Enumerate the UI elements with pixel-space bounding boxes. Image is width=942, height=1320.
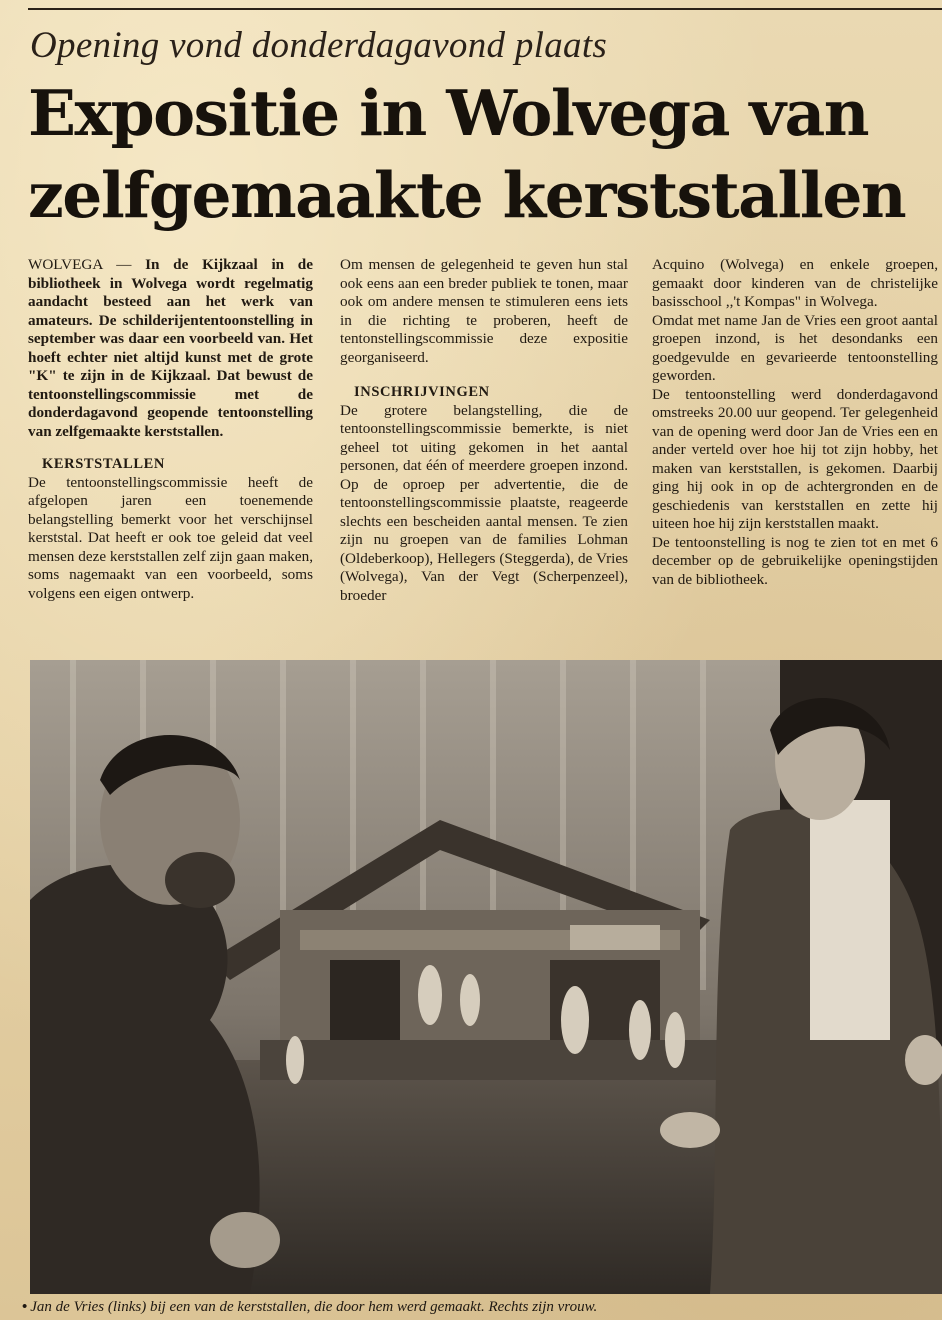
body-paragraph: De tentoonstellingscommissie heeft de afgelopen jaren een toenemende belangstelling bemerkt voor het verschijnsel kerststal. Dat heeft er ook toe geleid dat veel mensen deze kerststallen zelf zijn gaan maken, soms nagemaakt van een voorbeeld, soms volgens een eigen ontwerp. <box>28 473 313 602</box>
body-paragraph: Acquino (Wolvega) en enkele groepen, gemaakt door kinderen van de christelijke basisschool ,,'t Kompas" in Wolvega. <box>652 256 938 310</box>
kicker: Opening vond donderdagavond plaats <box>30 25 608 66</box>
caption-text: Jan de Vries (links) bij een van de kerststallen, die door hem werd gemaakt. Rechts zijn vrouw. <box>30 1299 598 1315</box>
news-photo <box>30 660 942 1294</box>
bullet-icon: • <box>22 1299 28 1315</box>
lead-paragraph <box>28 256 313 441</box>
body-paragraph: Om mensen de gelegenheid te geven hun stal ook eens aan een breder publiek te tonen, maar ook om andere mensen te stimuleren eens iets in die richting te proberen, heeft de tentonstellingscommissie deze expositie georganiseerd. <box>340 256 628 366</box>
column-3 <box>652 256 938 589</box>
lead-bold-text: In de Kijkzaal in de bibliotheek in Wolvega wordt regelmatig aandacht besteed aan het werk van amateurs. De schilderijententoonstelling in september was daar een voorbeeld van. Het hoeft echter niet altijd kunst met de grote "K" te zijn in de Kijkzaal. Dat bewust de tentoonstellingscommissie met de donderdagavond geopende tentoonstelling van zelfgemaakte kerststallen. <box>28 256 313 440</box>
photo-illustration <box>30 660 942 1294</box>
body-paragraph: De grotere belangstelling, die de tentoonstellingscommissie bemerkte, is niet geheel tot uiting gekomen in het aantal personen, dat één of meerdere groepen inzond. Op de oproep per advertentie, die de tentoonstellingscommissie plaatste, reageerde slechts een bescheiden aantal mensen. Te zien zijn nu groepen van de families Lohman (Oldeberkoop), Hellegers (Steggerda), de Vries (Wolvega), Van der Vegt (Scherpenzeel), broeder <box>340 401 628 604</box>
dateline: WOLVEGA — <box>28 256 146 273</box>
column-1 <box>28 256 313 603</box>
body-paragraph: De tentoonstelling werd donderdagavond omstreeks 20.00 uur geopend. Ter gelegenheid van de opening werd door Jan de Vries een en ander verteld over hoe hij tot zijn hobby, het maken van kerststallen, is gekomen. Daarbij ging hij ook in op de achtergronden en de geschiedenis van kerststallen en zette hij uiteen hoe hij zijn kerststallen maakt. <box>652 385 938 532</box>
headline <box>28 72 928 236</box>
headline-line-1: Expositie in Wolvega van <box>28 76 869 150</box>
photo-caption <box>22 1298 932 1316</box>
column-2 <box>340 256 628 605</box>
top-rule <box>28 8 942 10</box>
headline-line-2: zelfgemaakte kerststallen <box>28 158 906 232</box>
body-paragraph: Omdat met name Jan de Vries een groot aantal groepen inzond, is het desondanks een goedgevulde en gevarieerde tentoonstelling geworden. <box>652 311 938 384</box>
body-paragraph: De tentoonstelling is nog te zien tot en met 6 december op de gebruikelijke openingstijden van de bibliotheek. <box>652 533 938 588</box>
subhead-inschrijvingen: INSCHRIJVINGEN <box>354 384 490 400</box>
subhead-kerststallen: KERSTSTALLEN <box>42 456 165 472</box>
